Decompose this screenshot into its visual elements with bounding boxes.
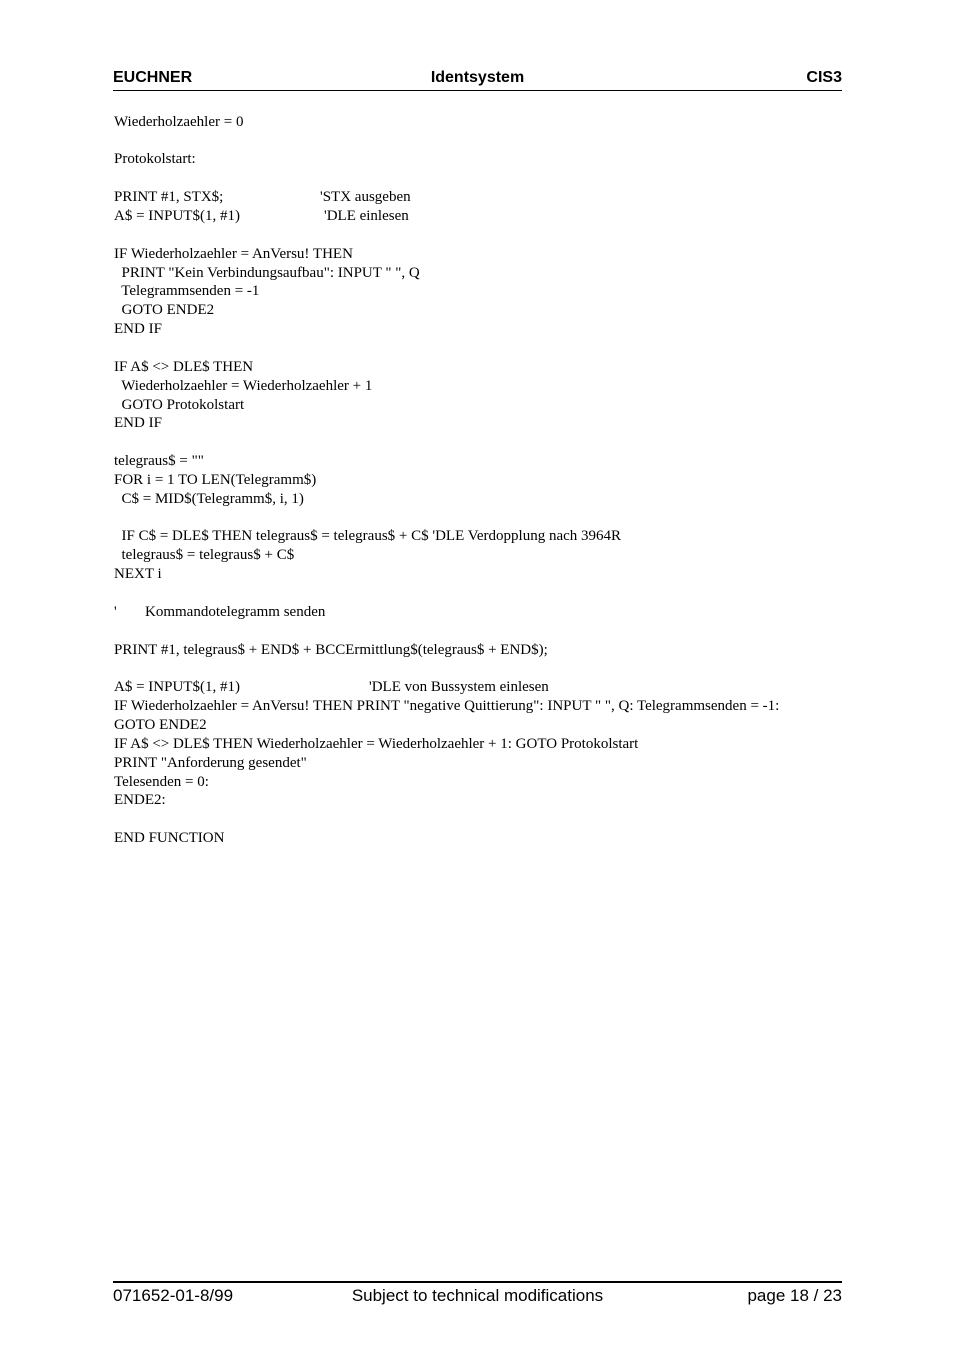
code-line: Protokolstart: (114, 151, 196, 167)
header-company: EUCHNER (113, 69, 193, 86)
code-line: A$ = INPUT$(1, #1) (114, 208, 240, 224)
code-line: GOTO ENDE2 (114, 302, 215, 318)
code-comment: 'DLE einlesen (324, 208, 409, 224)
code-comment: 'STX ausgeben (320, 189, 411, 205)
code-line: IF Wiederholzaehler = AnVersu! THEN (114, 246, 353, 262)
header-product: CIS3 (806, 69, 842, 86)
code-line: ENDE2: (114, 792, 166, 808)
code-line: GOTO ENDE2 (114, 717, 207, 733)
code-line: Wiederholzaehler = 0 (114, 114, 244, 130)
code-line: Telesenden = 0: (114, 774, 209, 790)
code-line: GOTO Protokolstart (114, 397, 245, 413)
code-line: telegraus$ = "" (114, 453, 204, 469)
page-header (113, 68, 842, 91)
footer-notice: Subject to technical modifications (351, 1286, 604, 1305)
code-line: IF A$ <> DLE$ THEN Wiederholzaehler = Wiederholzaehler + 1: GOTO Protokolstart (114, 736, 639, 752)
header-title: Identsystem (430, 69, 525, 86)
code-line: NEXT i (114, 566, 162, 582)
code-line: END FUNCTION (114, 830, 225, 846)
footer-page-number: page 18 / 23 (747, 1286, 842, 1305)
code-line: ' (114, 604, 117, 620)
code-line: PRINT "Anforderung gesendet" (114, 755, 307, 771)
footer-doc-number: 071652-01-8/99 (113, 1286, 234, 1305)
code-line: IF Wiederholzaehler = AnVersu! THEN PRINT "negative Quittierung": INPUT " ", Q: Telegrammsenden = -1: (114, 698, 780, 714)
code-line: A$ = INPUT$(1, #1) (114, 679, 240, 695)
code-line: C$ = MID$(Telegramm$, i, 1) (114, 491, 304, 507)
page-footer (113, 1281, 842, 1311)
code-line: FOR i = 1 TO LEN(Telegramm$) (114, 472, 317, 488)
code-line: IF C$ = DLE$ THEN telegraus$ = telegraus$ + C$ 'DLE Verdopplung nach 3964R (114, 528, 622, 544)
code-comment: 'DLE von Bussystem einlesen (369, 679, 549, 695)
code-line: Telegrammsenden = -1 (114, 283, 260, 299)
code-line: END IF (114, 321, 162, 337)
code-line: PRINT "Kein Verbindungsaufbau": INPUT " ", Q (114, 265, 420, 281)
code-line: END IF (114, 415, 162, 431)
code-line: Wiederholzaehler = Wiederholzaehler + 1 (114, 378, 373, 394)
code-line: telegraus$ = telegraus$ + C$ (114, 547, 295, 563)
code-comment: Kommandotelegramm senden (145, 604, 326, 620)
code-line: IF A$ <> DLE$ THEN (114, 359, 254, 375)
code-line: PRINT #1, telegraus$ + END$ + BCCErmittlung$(telegraus$ + END$); (114, 642, 548, 658)
code-line: PRINT #1, STX$; (114, 189, 224, 205)
